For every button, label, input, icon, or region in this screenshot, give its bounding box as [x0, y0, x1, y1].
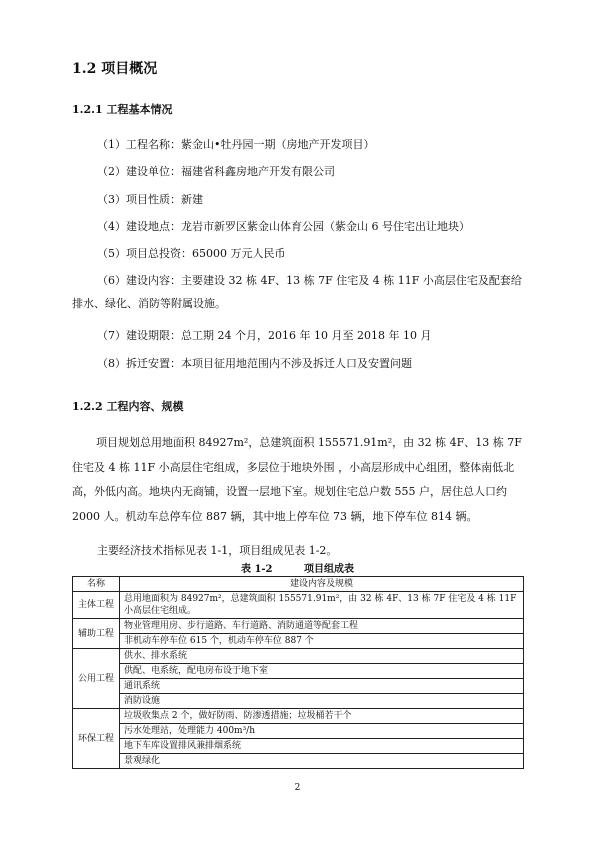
page-number: 2 [294, 783, 301, 793]
table-row [73, 694, 524, 709]
group-name-env: 环保工程 [73, 709, 120, 769]
header-name: 名称 [73, 577, 120, 592]
table-cell: 供水、排水系统 [120, 649, 524, 664]
basic-item-7: （7）建设期限：总工期 24 个月，2016 年 10 月至 2018 年 10 月 [97, 329, 432, 342]
table-row [73, 754, 524, 769]
table-caption [0, 560, 595, 575]
subsection-title-scope: 1.2.2 工程内容、规模 [72, 400, 184, 413]
table-row [73, 619, 524, 634]
table-cell: 景观绿化 [120, 754, 524, 769]
section-heading: 1.2 项目概况 [72, 61, 158, 77]
table-cell: 消防设施 [120, 694, 524, 709]
basic-item-2: （2）建设单位：福建省科鑫房地产开发有限公司 [97, 165, 335, 178]
table-row [73, 592, 524, 619]
basic-item-8: （8）拆迁安置：本项目征用地范围内不涉及拆迁人口及安置问题 [97, 357, 412, 370]
table-row [73, 724, 524, 739]
table-cell: 垃圾收集点 2 个，做好防雨、防渗透措施；垃圾桶若干个 [120, 709, 524, 724]
table-cell: 地下车库设置排风兼排烟系统 [120, 739, 524, 754]
table-cell: 通讯系统 [120, 679, 524, 694]
basic-item-4: （4）建设地点：龙岩市新罗区紫金山体育公园（紫金山 6 号住宅出让地块） [97, 220, 470, 233]
table-header-row [73, 577, 524, 592]
table-row [73, 634, 524, 649]
table-row [73, 664, 524, 679]
table-cell: 非机动车停车位 615 个，机动车停车位 887 个 [120, 634, 524, 649]
table-caption-title: 项目组成表 [304, 564, 355, 575]
table-row [73, 709, 524, 724]
group-name-public: 公用工程 [73, 649, 120, 709]
basic-item-6: （6）建设内容：主要建设 32 栋 4F、13 栋 7F 住宅及 4 栋 11F 小高层住宅及配套给排水、绿化、消防等附属设施。 [72, 274, 522, 310]
table-caption-number: 表 1-2 [240, 564, 273, 575]
table-row [73, 679, 524, 694]
table-row [73, 649, 524, 664]
header-content: 建设内容及规模 [120, 577, 524, 592]
table-reference-text: 主要经济技术指标见表 1-1，项目组成见表 1-2。 [97, 544, 338, 557]
group-name-main: 主体工程 [73, 592, 120, 619]
basic-item-3: （3）项目性质：新建 [97, 193, 203, 206]
scope-paragraph: 项目规划总用地面积 84927m²，总建筑面积 155571.91m²，由 32 栋 4F、13 栋 7F 住宅及 4 栋 11F 小高层住宅组成，多层位于地块外围 ，小高层形成中心组团，整体南低北高，外低内高。地块内无商铺，设置一层地下室。规划住宅总户数 555 户，居住总人口约 2000 人。机动车总停车位 887 辆，其中地上停车位 73 辆，地下停车位 814 辆。 [72, 436, 522, 523]
group-name-aux: 辅助工程 [73, 619, 120, 649]
project-composition-table [72, 576, 524, 769]
subsection-title-basic: 1.2.1 工程基本情况 [72, 103, 173, 116]
table-row [73, 739, 524, 754]
table-cell: 污水处理站，处理能力 400m³/h [120, 724, 524, 739]
basic-item-1: （1）工程名称：紫金山•牡丹园一期（房地产开发项目） [97, 138, 375, 151]
table-cell: 物业管理用房、步行道路、车行道路、消防通道等配套工程 [120, 619, 524, 634]
table-cell: 供配、电系统，配电房布设于地下室 [120, 664, 524, 679]
basic-item-5: （5）项目总投资：65000 万元人民币 [97, 247, 286, 260]
table-cell: 总用地面积为 84927m²，总建筑面积 155571.91m²，由 32 栋 4F、13 栋 7F 住宅及 4 栋 11F 小高层住宅组成。 [120, 592, 524, 619]
